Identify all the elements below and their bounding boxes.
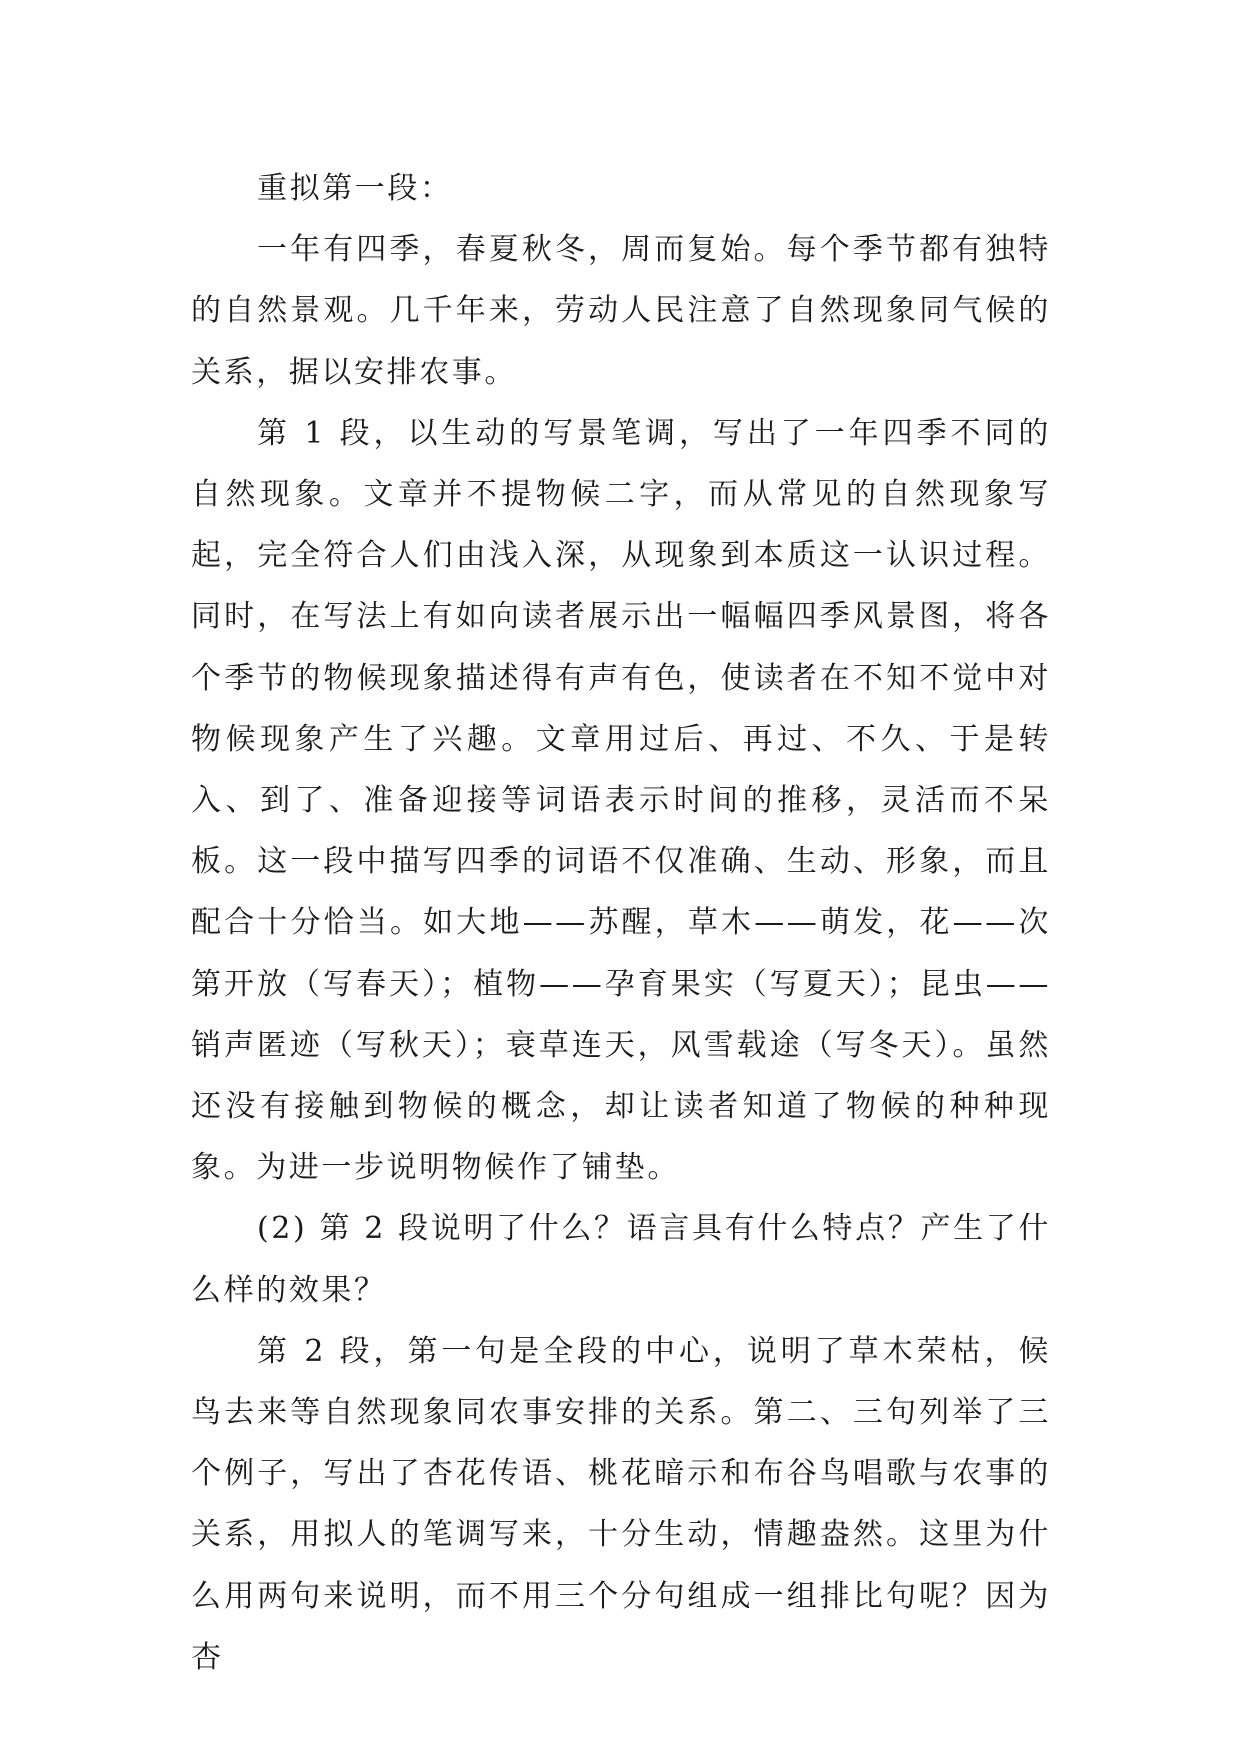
question-2: (2) 第 2 段说明了什么？语言具有什么特点？产生了什么样的效果？	[191, 1211, 1051, 1308]
paragraph-redraft-text: 一年有四季，春夏秋冬，周而复始。每个季节都有独特的自然景观。几千年来，劳动人民注意了自然现象同气候的关系，据以安排农事。	[191, 232, 1051, 390]
document-body	[191, 158, 1051, 1688]
heading-redraft-first-paragraph: 重拟第一段：	[257, 171, 453, 206]
paragraph-analysis-section-1: 第 1 段，以生动的写景笔调，写出了一年四季不同的自然现象。文章并不提物候二字，而从常见的自然现象写起，完全符合人们由浅入深，从现象到本质这一认识过程。同时，在写法上有如向读者展示出一幅幅四季风景图，将各个季节的物候现象描述得有声有色，使读者在不知不觉中对物候现象产生了兴趣。文章用过后、再过、不久、于是转入、到了、准备迎接等词语表示时间的推移，灵活而不呆板。这一段中描写四季的词语不仅准确、生动、形象，而且配合十分恰当。如大地——苏醒，草木——萌发，花——次第开放（写春天）；植物——孕育果实（写夏天）；昆虫——销声匿迹（写秋天）；衰草连天，风雪载途（写冬天）。虽然还没有接触到物候的概念，却让读者知道了物候的种种现象。为进一步说明物候作了铺垫。	[191, 415, 1051, 1186]
paragraph-analysis-section-2: 第 2 段，第一句是全段的中心，说明了草木荣枯，候鸟去来等自然现象同农事安排的关系。第二、三句列举了三个例子，写出了杏花传语、桃花暗示和布谷鸟唱歌与农事的关系，用拟人的笔调写来，十分生动，情趣盎然。这里为什么用两句来说明，而不用三个分句组成一组排比句呢？因为杏	[191, 1333, 1051, 1675]
